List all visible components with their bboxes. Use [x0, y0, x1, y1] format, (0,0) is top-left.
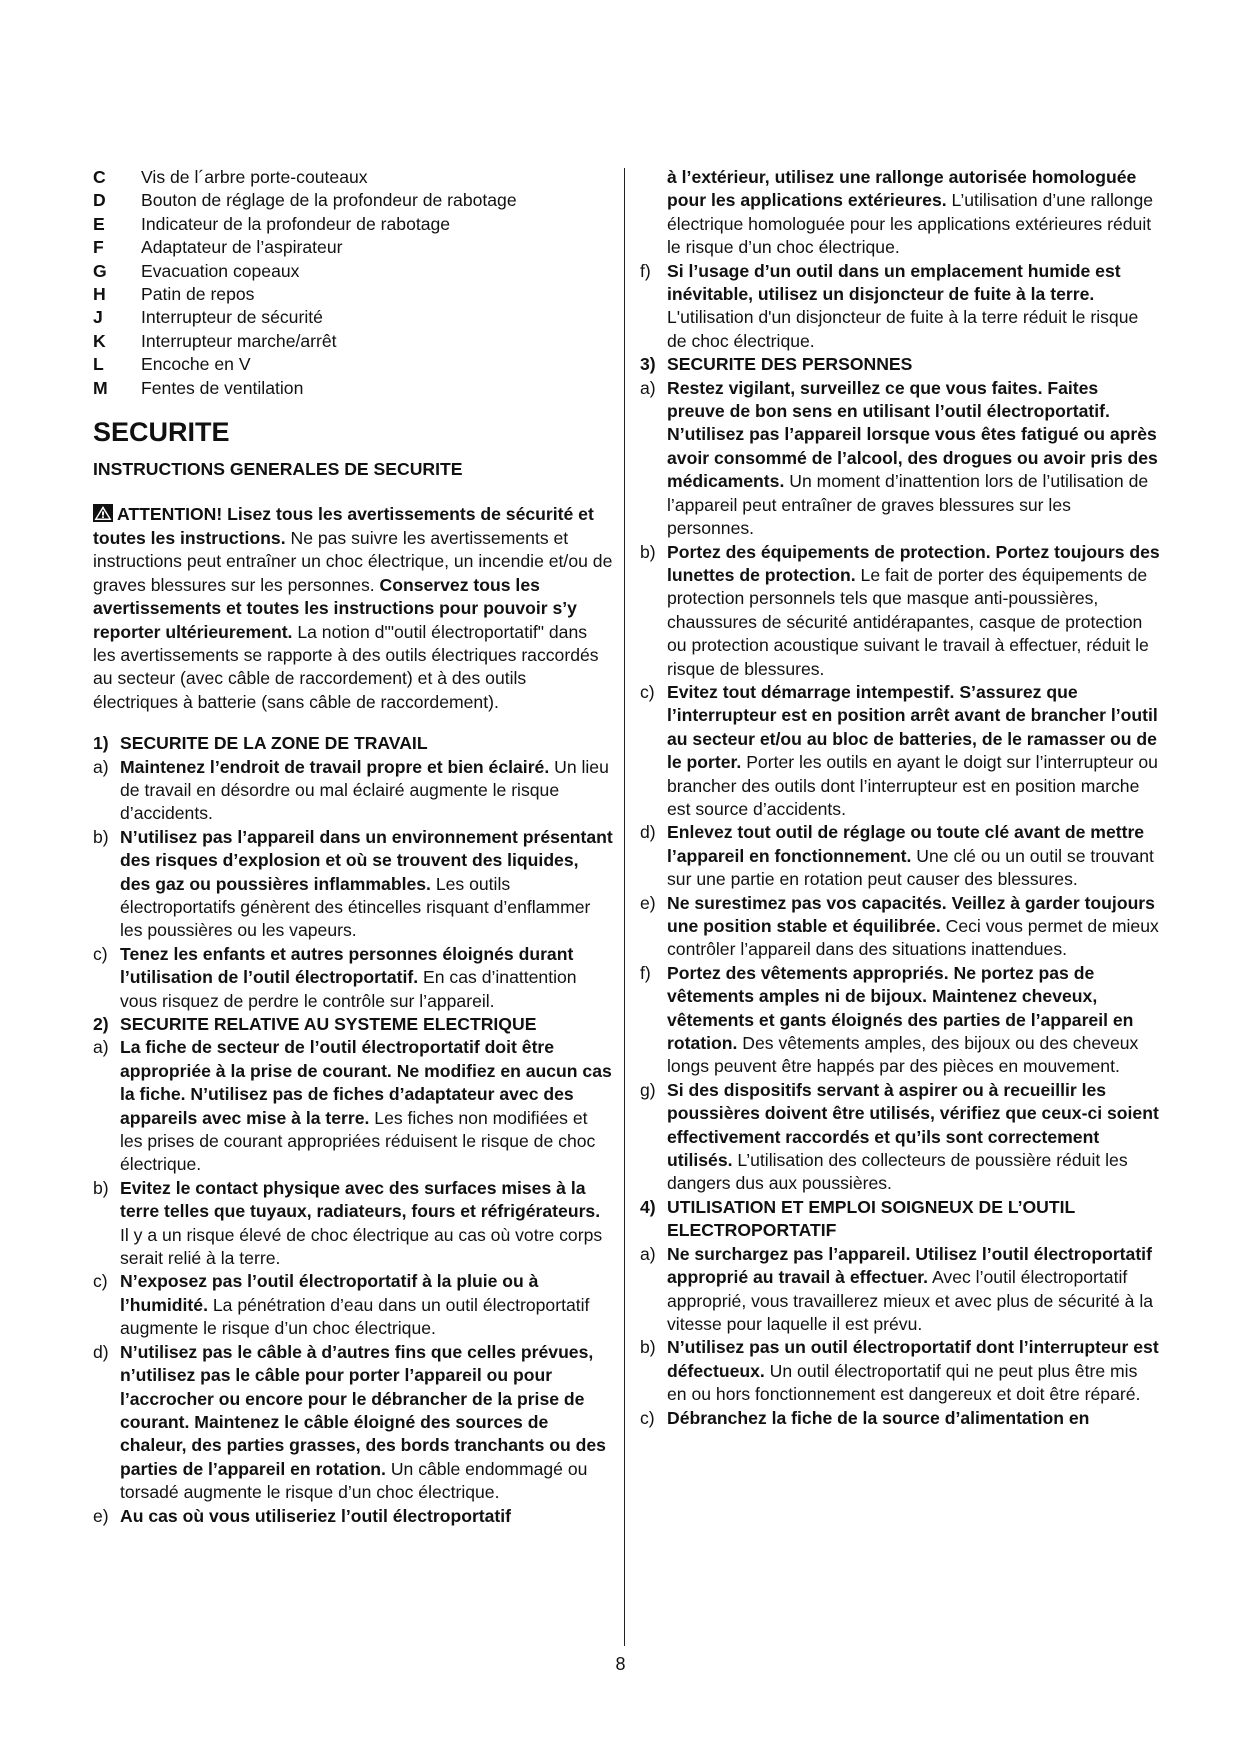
right-column — [640, 166, 1160, 1430]
item-letter: c) — [93, 1271, 108, 1292]
item-letter: a) — [640, 377, 656, 398]
list-item — [93, 353, 613, 376]
warning-text-1: Ne pas suivre les avertissements et instructions peut entraîner un choc électrique, un incendie et/ou de graves blessures sur les personnes. — [93, 527, 613, 595]
section-subtitle: INSTRUCTIONS GENERALES DE SECURITE — [93, 459, 463, 480]
part-label: Interrupteur de sécurité — [141, 307, 323, 328]
list-item — [93, 166, 613, 189]
item-letter: b) — [640, 541, 656, 562]
item-bold: Si des dispositifs servant à aspirer ou à recueillir les poussières doivent être utilisés, vérifiez que ceux-ci soient effectivement raccordés et qu’ils sont correctement utilisés. — [667, 1079, 1159, 1171]
warning-text-2: La notion d'"outil électroportatif" dans les avertissements se rapporte à des outils électriques raccordés au secteur (avec câble de raccordement) et à des outils électriques à batterie (sans câble de raccordement). — [93, 621, 599, 712]
list-item — [640, 821, 1160, 891]
list-item — [640, 260, 1160, 354]
heading-number: 2) — [93, 1014, 109, 1034]
list-item — [640, 541, 1160, 681]
warning-bold-1: ATTENTION! Lisez tous les avertissements de sécurité et toutes les instructions. — [93, 504, 594, 548]
item-text: L’utilisation d’une rallonge électrique homologuée pour les applications extérieures réduit le risque d’un choc électrique. — [667, 190, 1154, 258]
part-key: H — [93, 284, 106, 305]
list-item — [640, 1407, 1160, 1430]
list-item — [93, 1505, 613, 1528]
item-letter: a) — [640, 1243, 656, 1264]
item-text: Un outil électroportatif qui ne peut plus être mis en ou hors fonctionnement est dangereux et doit être réparé. — [667, 1360, 1141, 1405]
item-bold: Si l’usage d’un outil dans un emplacement humide est inévitable, utilisez un disjoncteur de fuite à la terre. — [667, 260, 1121, 305]
list-item — [93, 236, 613, 259]
item-bold: Débranchez la fiche de la source d’alimentation en — [667, 1407, 1090, 1428]
item-bold: N’utilisez pas un outil électroportatif dont l’interrupteur est défectueux. — [667, 1337, 1159, 1381]
heading-electrical — [93, 1013, 613, 1036]
item-bold: La fiche de secteur de l’outil électroportatif doit être appropriée à la prise de courant. Ne modifiez en aucun cas la fiche. N’utilisez pas de fiches d’adaptateur avec des appareils avec mise à la terre. — [120, 1037, 612, 1128]
item-letter: e) — [640, 892, 656, 913]
part-label: Adaptateur de l’aspirateur — [141, 237, 343, 258]
item-letter: b) — [93, 1177, 109, 1198]
part-key: F — [93, 237, 104, 258]
item-text: Il y a un risque élevé de choc électrique au cas où votre corps serait relié à la terre. — [120, 1224, 603, 1269]
item-text: Une clé ou un outil se trouvant sur une partie en rotation peut causer des blessures. — [667, 845, 1154, 890]
part-key: L — [93, 354, 104, 375]
heading-tool-use — [640, 1196, 1160, 1243]
list-item — [93, 1036, 613, 1176]
list-item — [640, 1243, 1160, 1337]
list-item — [93, 189, 613, 212]
part-key: G — [93, 260, 107, 281]
item-text: Ceci vous permet de mieux contrôler l’appareil dans des situations inattendues. — [667, 916, 1159, 960]
part-key: E — [93, 213, 105, 234]
item-bold: à l’extérieur, utilisez une rallonge autorisée homologuée pour les applications extérieures. — [667, 167, 1137, 211]
item-bold: Au cas où vous utiliseriez l’outil électroportatif — [120, 1505, 512, 1526]
list-item — [93, 283, 613, 306]
part-label: Interrupteur marche/arrêt — [141, 330, 337, 351]
heading-label: SECURITE RELATIVE AU SYSTEME ELECTRIQUE — [120, 1014, 537, 1034]
list-item — [640, 962, 1160, 1079]
item-bold: Portez des équipements de protection. Portez toujours des lunettes de protection. — [667, 541, 1160, 585]
heading-number: 3) — [640, 354, 656, 375]
heading-label: UTILISATION ET EMPLOI SOIGNEUX DE L’OUTIL ELECTROPORTATIF — [667, 1196, 1075, 1241]
item-bold: N’utilisez pas le câble à d’autres fins que celles prévues, n’utilisez pas le câble pour porter l’appareil ou pour l’accrocher ou encore pour le débrancher de la prise de courant. Maintenez le câble éloigné des sources de chaleur, des parties grasses, des bords tranchants ou des parties de l’appareil en rotation. — [120, 1341, 606, 1479]
list-item — [93, 756, 613, 826]
parts-list — [93, 166, 613, 400]
item-text: L’utilisation des collecteurs de poussière réduit les dangers dus aux poussières. — [667, 1150, 1128, 1194]
item-letter: b) — [93, 826, 109, 847]
item-bold: Maintenez l’endroit de travail propre et bien éclairé. — [120, 756, 550, 777]
item-text: Des vêtements amples, des bijoux ou des cheveux longs peuvent être happés par des pièces en mouvement. — [667, 1033, 1139, 1077]
item-bold: Ne surchargez pas l’appareil. Utilisez l’outil électroportatif approprié au travail à effectuer. — [667, 1243, 1152, 1288]
heading-number: 1) — [93, 733, 109, 754]
item-bold: Tenez les enfants et autres personnes éloignés durant l’utilisation de l’outil électroportatif. — [120, 943, 574, 988]
item-text: Le fait de porter des équipements de protection personnels tels que masque anti-poussières, chaussures de sécurité antidérapantes, casque de protection ou protection acoustique suivant le travail à effectuer, réduit le risque de blessures. — [667, 564, 1149, 679]
list-item — [93, 260, 613, 283]
item-text: Un câble endommagé ou torsadé augmente le risque d’un choc électrique. — [120, 1458, 588, 1503]
item-bold: Evitez le contact physique avec des surfaces mises à la terre telles que tuyaux, radiateurs, fours et réfrigérateurs. — [120, 1177, 601, 1222]
part-key: C — [93, 167, 106, 187]
item-bold: Evitez tout démarrage intempestif. S’assurez que l’interrupteur est en position arrêt avant de brancher l’outil au secteur et/ou au bloc de batteries, de le ramasser ou de le porter. — [667, 681, 1158, 773]
list-item — [93, 330, 613, 353]
part-label: Patin de repos — [141, 284, 255, 305]
item-letter: b) — [640, 1337, 656, 1358]
heading-number: 4) — [640, 1196, 656, 1217]
part-label: Bouton de réglage de la profondeur de rabotage — [141, 190, 517, 211]
warning-bold-2: Conservez tous les avertissements et toutes les instructions pour pouvoir s’y reporter ultérieurement. — [93, 574, 577, 642]
list-item — [93, 377, 613, 400]
heading-label: SECURITE DES PERSONNES — [667, 354, 913, 375]
part-label: Evacuation copeaux — [141, 260, 300, 281]
item-text: En cas d’inattention vous risquez de perdre le contrôle sur l’appareil. — [120, 967, 577, 1011]
part-key: J — [93, 307, 103, 328]
item-letter: e) — [93, 1505, 109, 1526]
warning-triangle-icon — [93, 504, 113, 522]
list-item — [93, 1177, 613, 1271]
item-letter: d) — [640, 822, 656, 843]
page-number: 8 — [615, 1654, 626, 1674]
item-text: Les outils électroportatifs génèrent des étincelles risquant d’enflammer les poussières ou les vapeurs. — [120, 873, 591, 941]
part-key: D — [93, 190, 106, 211]
item-text: Un moment d’inattention lors de l’utilisation de l’appareil peut entraîner de graves blessures sur les personnes. — [667, 471, 1149, 539]
item-text: La pénétration d’eau dans un outil électroportatif augmente le risque d’un choc électrique. — [120, 1294, 590, 1339]
heading-personal-safety — [640, 353, 1160, 376]
item-text: Avec l’outil électroportatif approprié, vous travaillerez mieux et avec plus de sécurité à la vitesse pour laquelle il est prévu. — [667, 1267, 1154, 1334]
part-key: M — [93, 377, 108, 398]
list-item — [640, 681, 1160, 821]
item-bold: N’utilisez pas l’appareil dans un environnement présentant des risques d’explosion et où se trouvent des liquides, des gaz ou poussières inflammables. — [120, 826, 613, 894]
item-letter: c) — [640, 681, 655, 702]
left-column — [93, 166, 613, 1528]
section-title: SECURITE — [93, 417, 230, 448]
item-text: Un lieu de travail en désordre ou mal éclairé augmente le risque d’accidents. — [120, 756, 609, 824]
item-letter: d) — [93, 1341, 109, 1362]
item-bold: Portez des vêtements appropriés. Ne portez pas de vêtements amples ni de bijoux. Maintenez cheveux, vêtements et gants éloignés des parties de l’appareil en rotation. — [667, 962, 1134, 1054]
list-item — [640, 892, 1160, 962]
item-letter: a) — [93, 1037, 109, 1058]
part-label: Encoche en V — [141, 354, 251, 375]
item-letter: c) — [640, 1407, 655, 1428]
item-letter: a) — [93, 756, 109, 777]
list-item — [640, 166, 1160, 260]
item-letter: f) — [640, 260, 651, 281]
part-label: Indicateur de la profondeur de rabotage — [141, 213, 451, 234]
heading-work-area — [93, 732, 613, 755]
list-item — [93, 1270, 613, 1340]
item-bold: Enlevez tout outil de réglage ou toute clé avant de mettre l’appareil en fonctionnement. — [667, 822, 1145, 866]
column-divider — [624, 168, 625, 1646]
item-letter: c) — [93, 943, 108, 964]
item-text: Porter les outils en ayant le doigt sur l’interrupteur ou brancher des outils dont l’interrupteur est en position marche est source d’accidents. — [667, 752, 1158, 819]
list-item — [93, 1341, 613, 1505]
list-item — [93, 213, 613, 236]
item-bold: N’exposez pas l’outil électroportatif à la pluie ou à l’humidité. — [120, 1271, 539, 1315]
item-bold: Restez vigilant, surveillez ce que vous faites. Faites preuve de bon sens en utilisant l’outil électroportatif. N’utilisez pas l’appareil lorsque vous êtes fatigué ou après avoir consommé de l’alcool, des drogues ou avoir pris des médicaments. — [667, 377, 1158, 492]
list-item — [640, 377, 1160, 541]
list-item — [93, 943, 613, 1013]
part-label: Fentes de ventilation — [141, 377, 304, 398]
list-item — [640, 1336, 1160, 1406]
item-letter: f) — [640, 962, 651, 983]
warning-paragraph — [93, 503, 613, 714]
item-letter: g) — [640, 1079, 656, 1100]
list-item — [640, 1079, 1160, 1196]
part-label: Vis de l´arbre porte-couteaux — [141, 167, 368, 187]
item-text: Les fiches non modifiées et les prises de courant appropriées réduisent le risque de choc électrique. — [120, 1107, 596, 1175]
list-item — [93, 826, 613, 943]
part-key: K — [93, 330, 106, 351]
heading-label: SECURITE DE LA ZONE DE TRAVAIL — [120, 733, 428, 754]
item-text: L'utilisation d'un disjoncteur de fuite à la terre réduit le risque de choc électrique. — [667, 307, 1139, 351]
list-item — [93, 306, 613, 329]
item-bold: Ne surestimez pas vos capacités. Veillez à garder toujours une position stable et équilibrée. — [667, 892, 1155, 936]
